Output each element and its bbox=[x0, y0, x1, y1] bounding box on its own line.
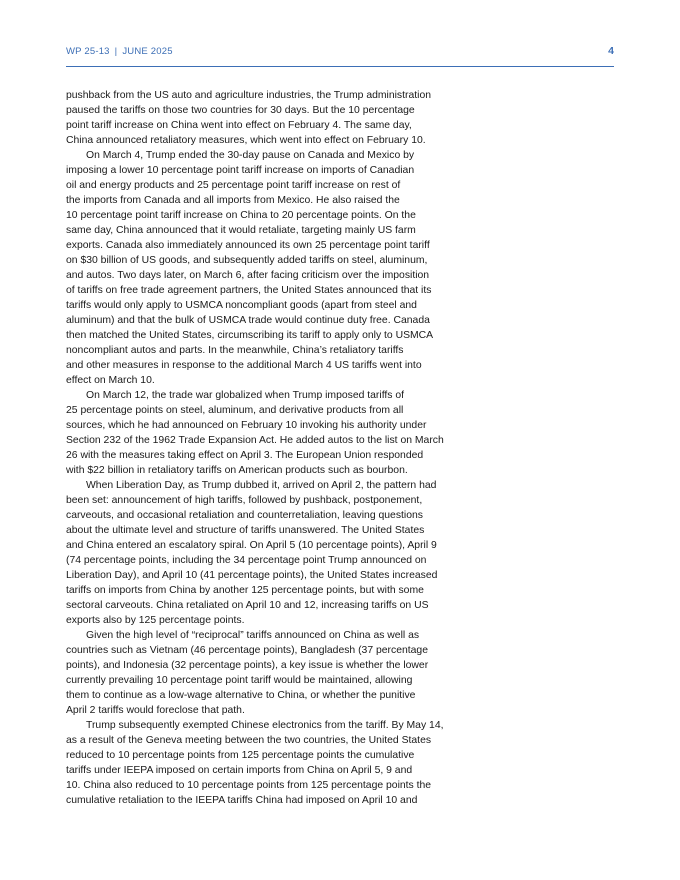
page-number: 4 bbox=[608, 45, 614, 57]
header-citation bbox=[66, 46, 173, 57]
header-separator: | bbox=[114, 46, 118, 57]
text-line: paused the tariffs on those two countries for 30 days. But the 10 percentage bbox=[66, 105, 415, 116]
text-line: exports also by 125 percentage points. bbox=[66, 615, 245, 626]
text-line: points), and Indonesia (32 percentage points), a key issue is whether the lower bbox=[66, 660, 429, 671]
text-line: the imports from Canada and all imports from Mexico. He also raised the bbox=[66, 195, 400, 206]
text-line: and autos. Two days later, on March 6, after facing criticism over the imposition bbox=[66, 270, 430, 281]
text-line: currently prevailing 10 percentage point tariff would be maintained, allowing bbox=[66, 675, 413, 686]
text-line: Given the high level of “reciprocal” tariffs announced on China as well as bbox=[86, 630, 420, 641]
text-line: reduced to 10 percentage points from 125 percentage points the cumulative bbox=[66, 750, 415, 761]
text-line: same day, China announced that it would retaliate, targeting mainly US farm bbox=[66, 225, 416, 236]
text-line: about the ultimate level and structure of tariffs unanswered. The United States bbox=[66, 525, 425, 536]
header-series: WP 25-13 bbox=[66, 46, 110, 57]
text-line: pushback from the US auto and agriculture industries, the Trump administration bbox=[66, 90, 432, 101]
header-divider bbox=[66, 66, 614, 67]
text-line: on $30 billion of US goods, and subsequently added tariffs on steel, aluminum, bbox=[66, 255, 428, 266]
text-line: Liberation Day), and April 10 (41 percentage points), the United States increased bbox=[66, 570, 438, 581]
text-line: them to continue as a low-wage alternative to China, or whether the punitive bbox=[66, 690, 416, 701]
text-line: with $22 billion in retaliatory tariffs on American products such as bourbon. bbox=[66, 465, 408, 476]
text-line: tariffs on imports from China by another 125 percentage points, but with some bbox=[66, 585, 424, 596]
text-line: imposing a lower 10 percentage point tariff increase on imports of Canadian bbox=[66, 165, 415, 176]
text-line: sources, which he had announced on February 10 invoking his authority under bbox=[66, 420, 427, 431]
text-line: and other measures in response to the additional March 4 US tariffs went into bbox=[66, 360, 422, 371]
text-line: On March 12, the trade war globalized when Trump imposed tariffs of bbox=[86, 390, 405, 401]
text-line: tariffs under IEEPA imposed on certain imports from China on April 5, 9 and bbox=[66, 765, 413, 776]
running-header bbox=[66, 46, 614, 66]
text-line: China announced retaliatory measures, which went into effect on February 10. bbox=[66, 135, 426, 146]
body-text bbox=[66, 88, 506, 808]
text-line: been set: announcement of high tariffs, followed by pushback, postponement, bbox=[66, 495, 423, 506]
text-line: 10. China also reduced to 10 percentage points from 125 percentage points the bbox=[66, 780, 432, 791]
text-line: as a result of the Geneva meeting between the two countries, the United States bbox=[66, 735, 432, 746]
text-line: 26 with the measures taking effect on April 3. The European Union responded bbox=[66, 450, 424, 461]
text-line: of tariffs on free trade agreement partners, the United States announced that its bbox=[66, 285, 432, 296]
text-line: tariffs would only apply to USMCA noncompliant goods (apart from steel and bbox=[66, 300, 417, 311]
text-line: (74 percentage points, including the 34 percentage point Trump announced on bbox=[66, 555, 427, 566]
text-line: When Liberation Day, as Trump dubbed it, arrived on April 2, the pattern had bbox=[86, 480, 437, 491]
text-line: 10 percentage point tariff increase on China to 20 percentage points. On the bbox=[66, 210, 416, 221]
text-line: then matched the United States, circumscribing its tariff to apply only to USMCA bbox=[66, 330, 434, 341]
text-line: aluminum) and that the bulk of USMCA trade would continue duty free. Canada bbox=[66, 315, 430, 326]
text-line: On March 4, Trump ended the 30-day pause on Canada and Mexico by bbox=[86, 150, 415, 161]
text-line: carveouts, and occasional retaliation and counterretaliation, leaving questions bbox=[66, 510, 423, 521]
text-line: April 2 tariffs would foreclose that path. bbox=[66, 705, 245, 716]
text-line: Section 232 of the 1962 Trade Expansion Act. He added autos to the list on March bbox=[66, 435, 444, 446]
text-line: noncompliant autos and parts. In the meanwhile, China’s retaliatory tariffs bbox=[66, 345, 404, 356]
header-date: JUNE 2025 bbox=[122, 46, 173, 57]
text-line: point tariff increase on China went into effect on February 4. The same day, bbox=[66, 120, 412, 131]
text-line: oil and energy products and 25 percentage point tariff increase on rest of bbox=[66, 180, 401, 191]
text-line: 25 percentage points on steel, aluminum, and derivative products from all bbox=[66, 405, 404, 416]
text-line: cumulative retaliation to the IEEPA tariffs China had imposed on April 10 and bbox=[66, 795, 418, 806]
text-line: countries such as Vietnam (46 percentage points), Bangladesh (37 percentage bbox=[66, 645, 428, 656]
text-line: exports. Canada also immediately announced its own 25 percentage point tariff bbox=[66, 240, 430, 251]
text-line: Trump subsequently exempted Chinese electronics from the tariff. By May 14, bbox=[86, 720, 444, 731]
text-line: sectoral carveouts. China retaliated on April 10 and 12, increasing tariffs on US bbox=[66, 600, 429, 611]
text-line: effect on March 10. bbox=[66, 375, 155, 386]
text-line: and China entered an escalatory spiral. On April 5 (10 percentage points), April 9 bbox=[66, 540, 437, 551]
